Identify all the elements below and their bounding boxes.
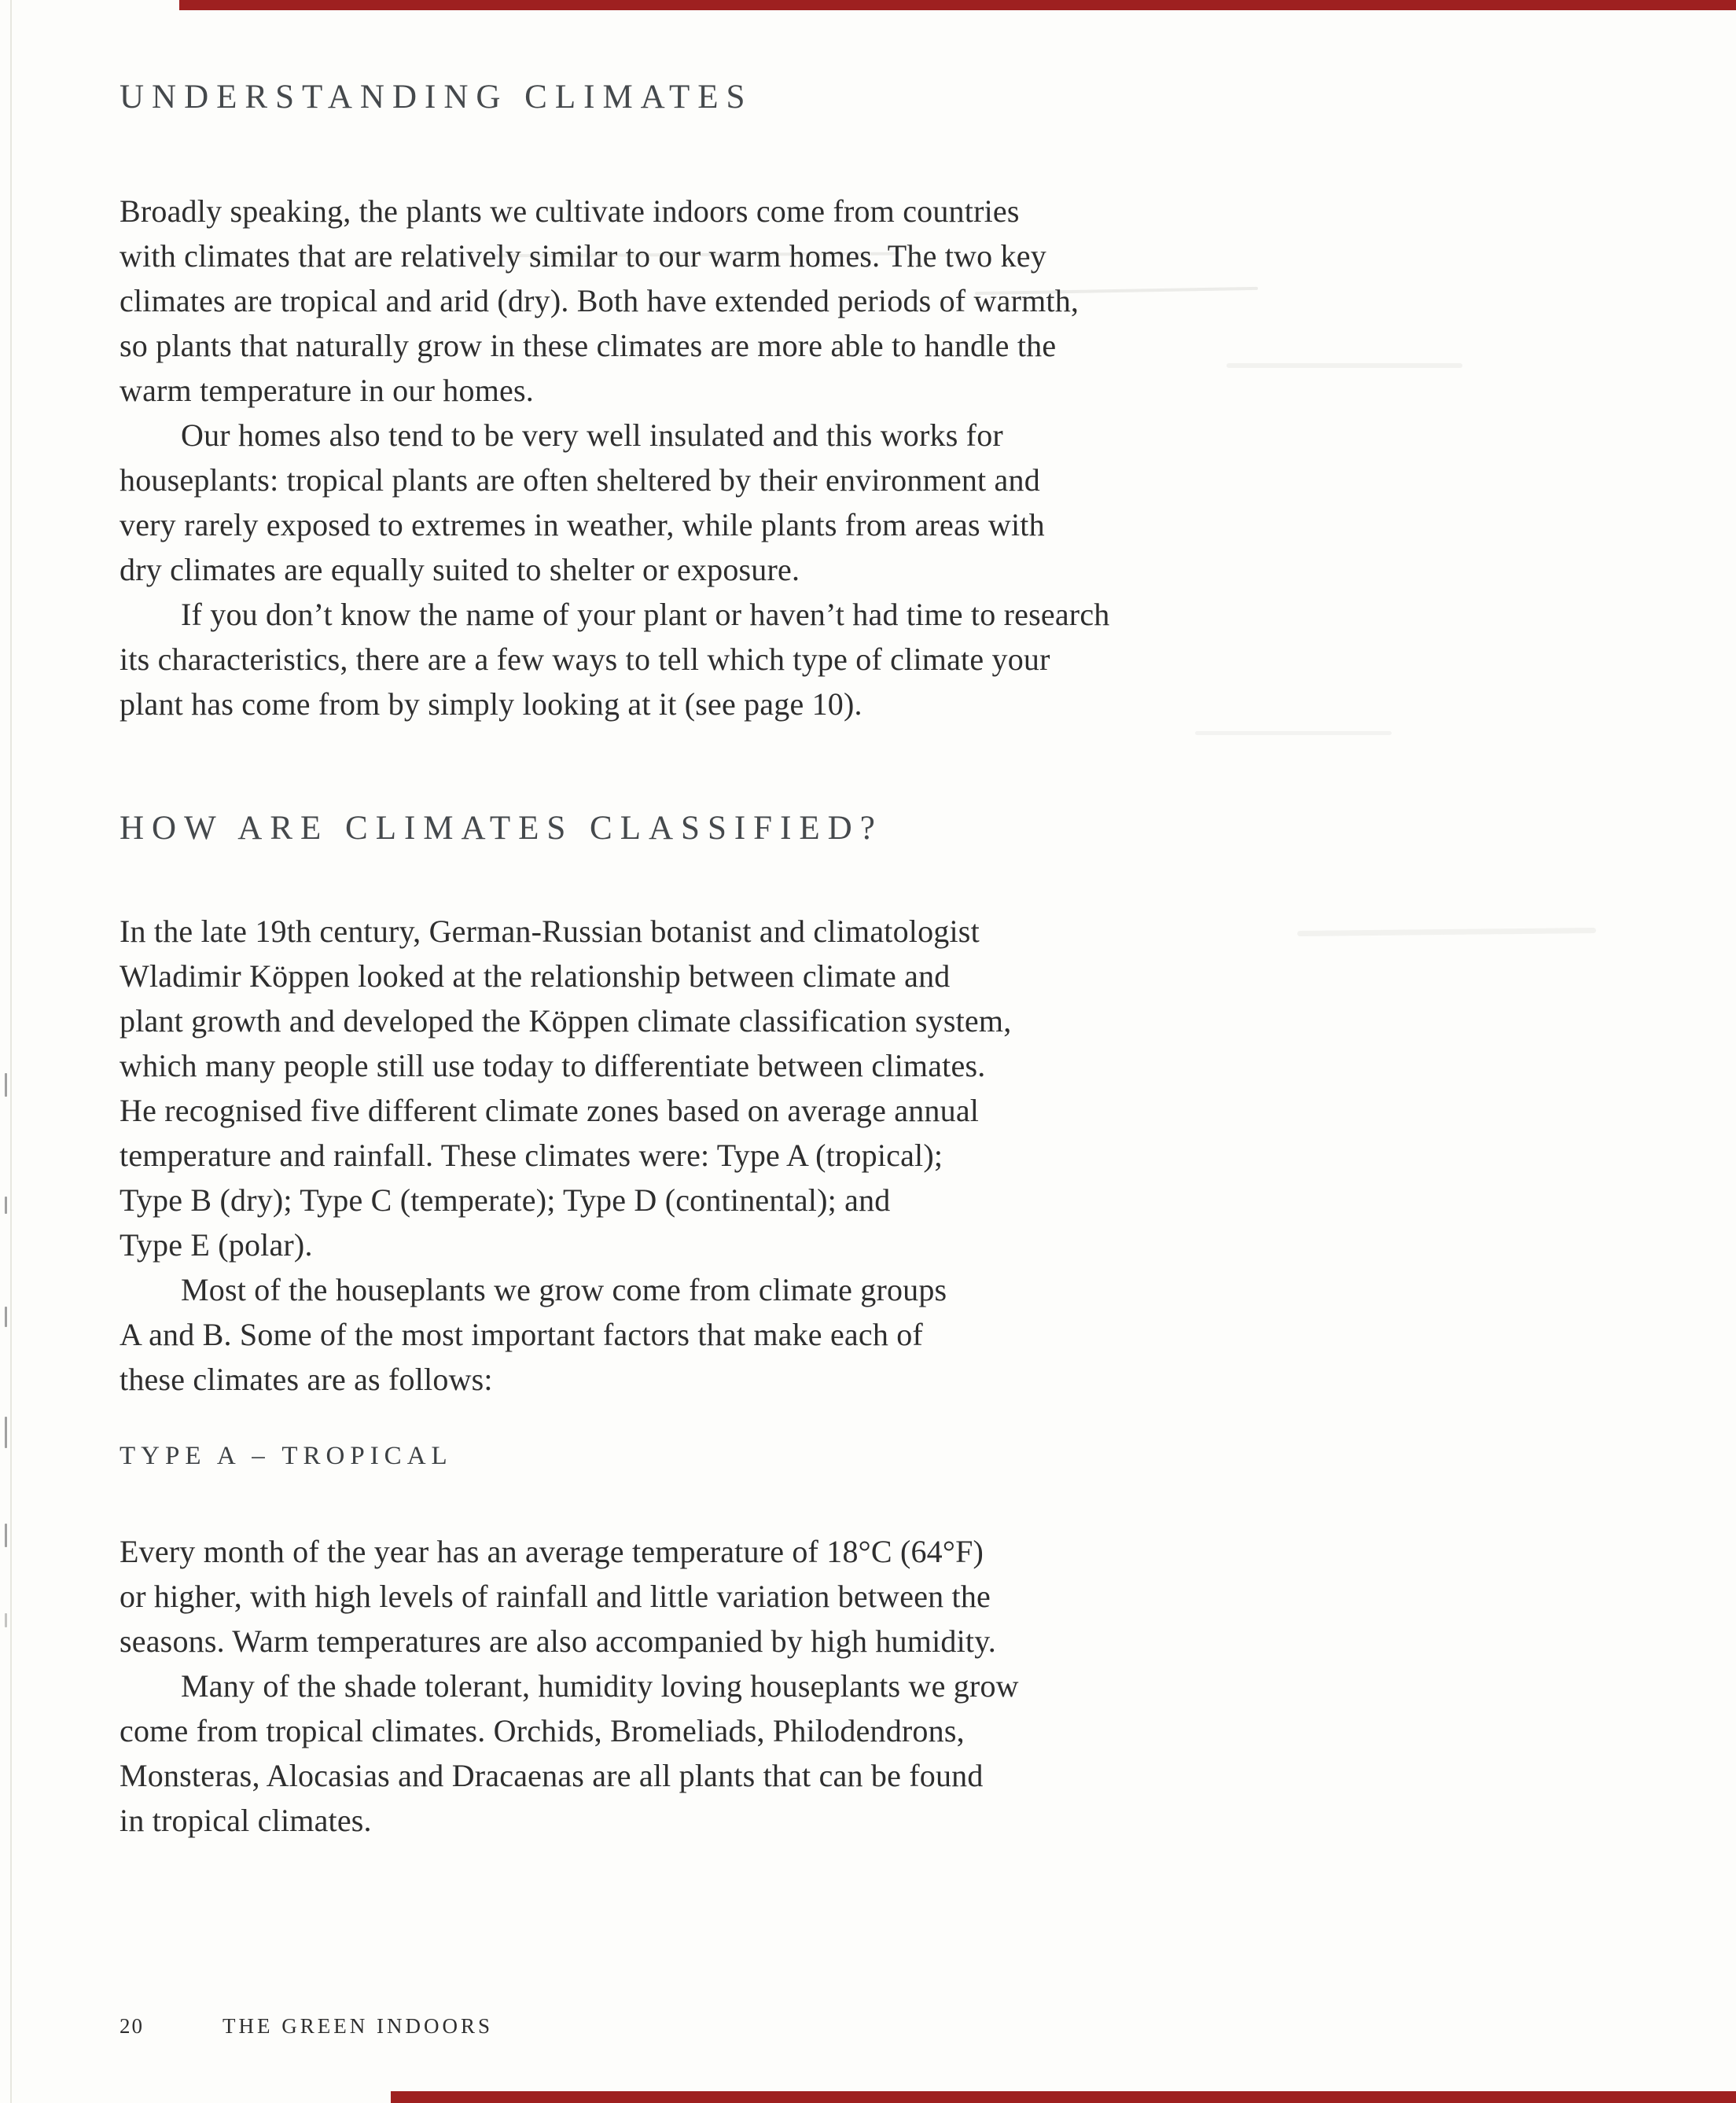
binding-mark — [5, 1073, 7, 1097]
page-number: 20 — [120, 2014, 144, 2038]
text-line: plant growth and developed the Köppen climate classification system, — [120, 1003, 1012, 1039]
text-line: Type B (dry); Type C (temperate); Type D (continental); and — [120, 1182, 891, 1218]
text-line: A and B. Some of the most important factors that make each of — [120, 1317, 923, 1352]
section-heading-understanding-climates: UNDERSTANDING CLIMATES — [120, 79, 753, 116]
text-line: Every month of the year has an average temperature of 18°C (64°F) — [120, 1534, 984, 1569]
text-line: in tropical climates. — [120, 1803, 372, 1838]
binding-mark — [5, 1613, 7, 1627]
text-line: warm temperature in our homes. — [120, 373, 534, 408]
text-line: these climates are as follows: — [120, 1362, 493, 1397]
text-line: seasons. Warm temperatures are also accompanied by high humidity. — [120, 1623, 997, 1659]
text-line: very rarely exposed to extremes in weather, while plants from areas with — [120, 507, 1045, 542]
text-line: houseplants: tropical plants are often sheltered by their environment and — [120, 462, 1040, 498]
text-line: with climates that are relatively similar to our warm homes. The two key — [120, 238, 1046, 274]
cover-edge-bottom — [391, 2091, 1736, 2103]
binding-mark — [5, 1524, 7, 1547]
text-line: If you don’t know the name of your plant or haven’t had time to research — [181, 597, 1110, 632]
section-type-a-tropical — [120, 1529, 1503, 1843]
page-footer — [120, 2014, 493, 2039]
running-book-title: THE GREEN INDOORS — [223, 2014, 493, 2038]
cover-edge-top — [179, 0, 1736, 10]
text-line: In the late 19th century, German-Russian botanist and climatologist — [120, 914, 980, 949]
text-line: Most of the houseplants we grow come from climate groups — [181, 1272, 947, 1307]
text-line: He recognised five different climate zones based on average annual — [120, 1093, 980, 1128]
binding-mark — [5, 1197, 7, 1214]
text-line: climates are tropical and arid (dry). Both have extended periods of warmth, — [120, 283, 1079, 318]
text-line: temperature and rainfall. These climates were: Type A (tropical); — [120, 1138, 943, 1173]
section-climate-classification — [120, 909, 1503, 1402]
text-line: Monsteras, Alocasias and Dracaenas are all plants that can be found — [120, 1758, 984, 1793]
scan-edge-line — [10, 0, 12, 2103]
sub-heading-type-a-tropical: TYPE A – TROPICAL — [120, 1442, 453, 1470]
binding-mark — [5, 1417, 7, 1448]
section-heading-how-are-climates-classified: HOW ARE CLIMATES CLASSIFIED? — [120, 810, 883, 847]
text-line: so plants that naturally grow in these climates are more able to handle the — [120, 328, 1057, 363]
text-line: dry climates are equally suited to shelter or exposure. — [120, 552, 800, 587]
binding-mark — [5, 1307, 7, 1327]
page-content — [120, 77, 1503, 1843]
text-line: Broadly speaking, the plants we cultivate indoors come from countries — [120, 193, 1020, 229]
text-line: its characteristics, there are a few ways to tell which type of climate your — [120, 642, 1050, 677]
text-line: or higher, with high levels of rainfall and little variation between the — [120, 1579, 991, 1614]
text-line: Wladimir Köppen looked at the relationship between climate and — [120, 958, 951, 994]
text-line: come from tropical climates. Orchids, Bromeliads, Philodendrons, — [120, 1713, 965, 1748]
text-line: plant has come from by simply looking at it (see page 10). — [120, 686, 862, 722]
text-line: Many of the shade tolerant, humidity loving houseplants we grow — [181, 1668, 1019, 1704]
text-line: Type E (polar). — [120, 1227, 313, 1263]
text-line: which many people still use today to differentiate between climates. — [120, 1048, 986, 1083]
section-understanding-climates — [120, 189, 1503, 726]
text-line: Our homes also tend to be very well insulated and this works for — [181, 417, 1003, 453]
